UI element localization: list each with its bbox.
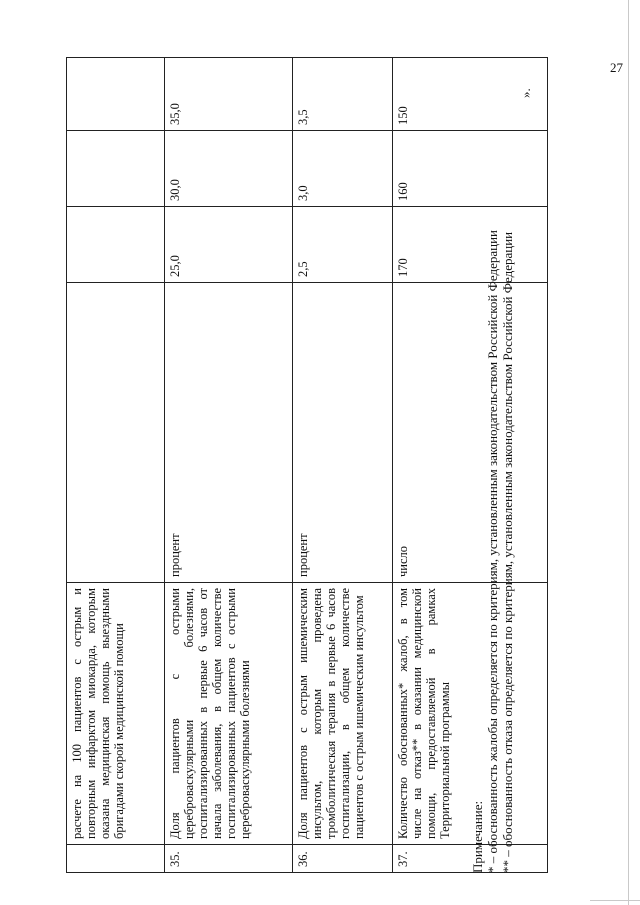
notes-block — [470, 58, 570, 873]
row-number: 37. — [393, 845, 548, 873]
table-row — [293, 58, 393, 873]
note-line-1: * – обоснованность жалобы определяется по критериям, установленным законодательством Российской Федерации — [485, 229, 500, 873]
notes-heading: Примечание: — [470, 800, 485, 873]
unit-cell: число — [393, 283, 548, 583]
value-cell: 25,0 — [165, 207, 293, 283]
note-line-2: ** – обоснованность отказа определяется по критериям, установленным законодательством Российской Федерации — [500, 231, 515, 873]
row-number: 35. — [165, 845, 293, 873]
table-row — [67, 58, 165, 873]
indicator-text: расчете на 100 пациентов с острым и повторным инфарктом миокарда, которым оказана медицинская помощь выездными бригадами скорой медицинской помощи — [67, 583, 165, 845]
value-cell: 3,5 — [293, 58, 393, 131]
indicator-text: Количество обоснованных* жалоб, в том числе на отказ** в оказании медицинской помощи, предоставляемой в рамках Территориальной программы — [393, 583, 548, 845]
page-number: 27 — [610, 60, 623, 75]
indicator-text: Доля пациентов с острым ишемическим инсультом, которым проведена тромболитическая терапия в первые 6 часов госпитализации, в общем количестве пациентов с острым ишемическим инсультом — [293, 583, 393, 845]
value-cell: 3,0 — [293, 131, 393, 207]
unit-cell: процент — [293, 283, 393, 583]
right-edge-line — [628, 0, 629, 905]
value-cell: 170 — [393, 207, 548, 283]
unit-cell — [67, 283, 165, 583]
indicator-text: Доля пациентов с острыми цереброваскулярными болезнями, госпитализированных в первые 6 часов от начала заболевания, в общем количестве госпитализированных пациентов с острыми цереброваскулярными болезнями — [165, 583, 293, 845]
value-cell: 160 — [393, 131, 548, 207]
value-cell — [67, 207, 165, 283]
value-cell: 150 — [393, 58, 548, 131]
closing-quote-mark: ». — [518, 88, 533, 98]
row-number: 36. — [293, 845, 393, 873]
value-cell: 30,0 — [165, 131, 293, 207]
value-cell — [67, 131, 165, 207]
table-row — [165, 58, 293, 873]
row-number — [67, 845, 165, 873]
unit-cell: процент — [165, 283, 293, 583]
value-cell: 35,0 — [165, 58, 293, 131]
bottom-edge-line — [590, 900, 640, 901]
value-cell: 2,5 — [293, 207, 393, 283]
value-cell — [67, 58, 165, 131]
